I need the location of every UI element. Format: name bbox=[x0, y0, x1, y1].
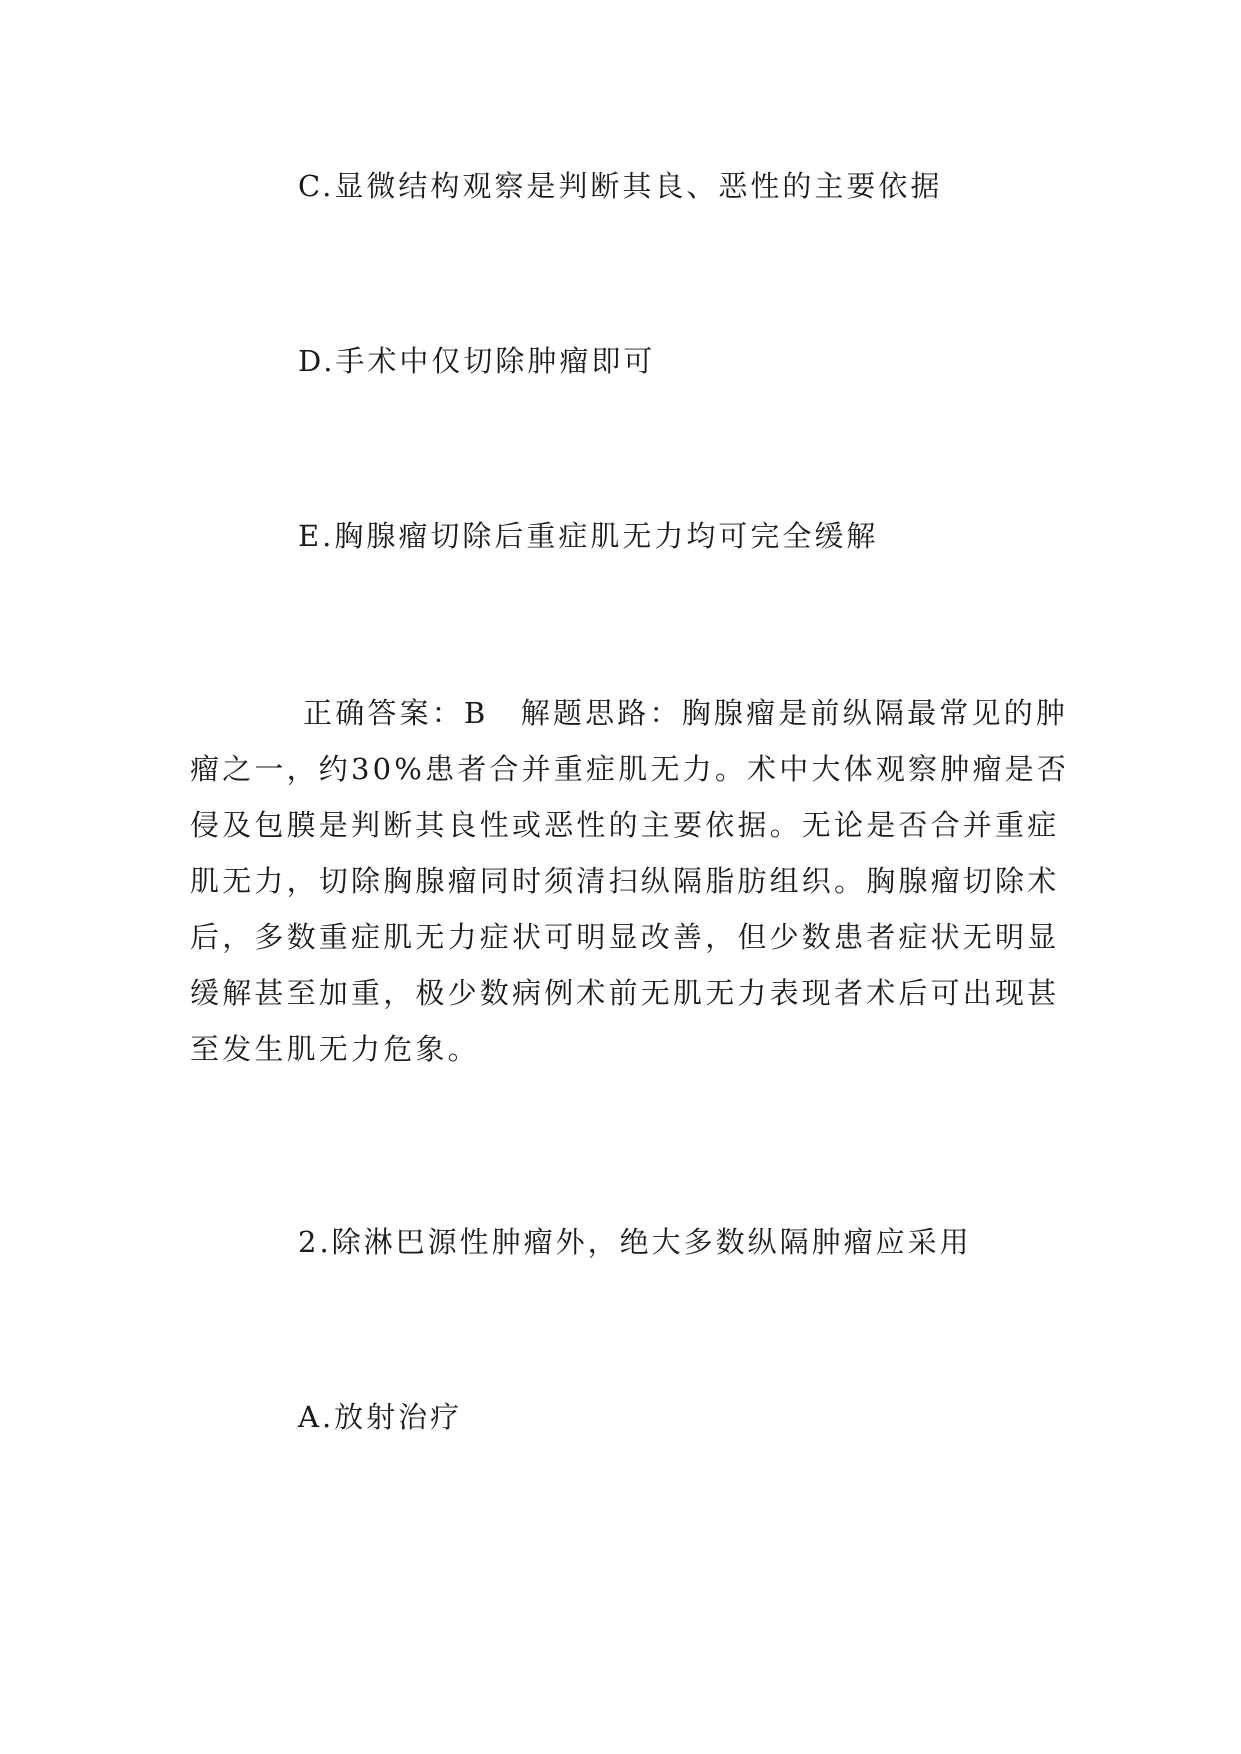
option-d: D.手术中仅切除肿瘤即可 bbox=[298, 344, 656, 378]
question-2: 2.除淋巴源性肿瘤外，绝大多数纵隔肿瘤应采用 bbox=[298, 1225, 972, 1259]
answer-explanation: 正确答案：B 解题思路：胸腺瘤是前纵隔最常见的肿瘤之一，约30%患者合并重症肌无力。术中大体观察肿瘤是否侵及包膜是判断其良性或恶性的主要依据。无论是否合并重症肌无力，切除胸腺瘤同时须清扫纵隔脂肪组织。胸腺瘤切除术后，多数重症肌无力症状可明显改善，但少数患者症状无明显缓解甚至加重，极少数病例术前无肌无力表现者术后可出现甚至发生肌无力危象。 bbox=[190, 696, 1070, 1066]
option-a: A.放射治疗 bbox=[298, 1400, 463, 1434]
option-c: C.显微结构观察是判断其良、恶性的主要依据 bbox=[298, 169, 943, 203]
option-e: E.胸腺瘤切除后重症肌无力均可完全缓解 bbox=[298, 519, 879, 553]
